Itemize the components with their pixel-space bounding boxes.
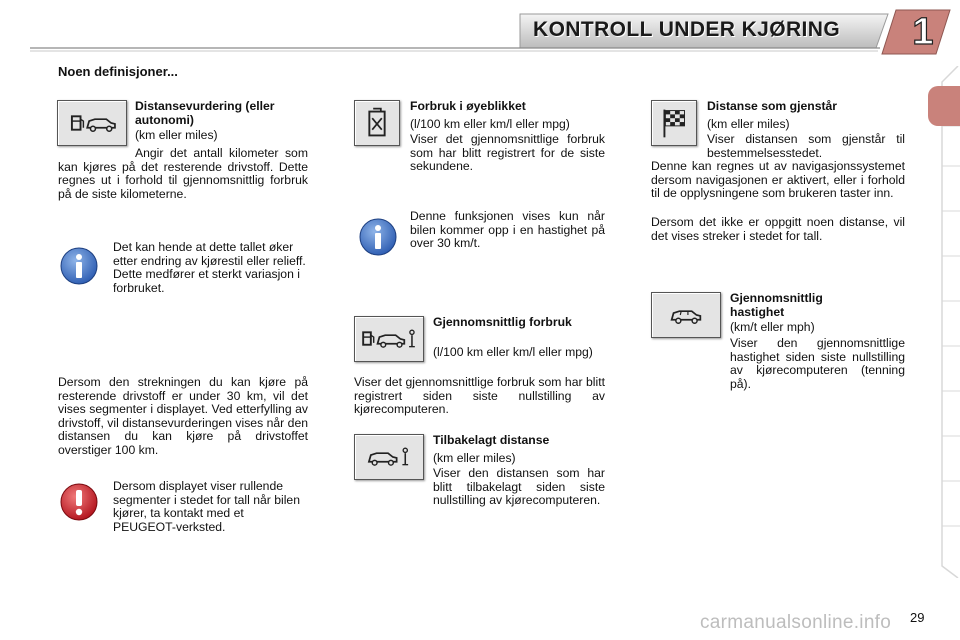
active-chapter-tab[interactable] (928, 86, 960, 126)
section-title: Noen definisjoner... (58, 64, 178, 79)
info-icon (59, 246, 99, 286)
warning-icon (59, 482, 99, 522)
range-body: Angir det antall kilometer som kan kjøres på det resterende drivstoff. Dette regnes ut i forhold til gjennomsnittlig forbruk på de siste kilometerne. (58, 146, 308, 201)
range-title: Distansevurdering (eller autonomi) (135, 99, 275, 127)
instant-unit: (l/100 km eller km/l eller mpg) (410, 117, 570, 131)
distance-unit: (km eller miles) (433, 451, 516, 465)
info-icon (358, 217, 398, 257)
remaining-body-1: Viser distansen som gjenstår til bestemmelsesstedet. (707, 132, 905, 160)
remaining-title: Distanse som gjenstår (707, 99, 838, 113)
remaining-body-3: Dersom det ikke er oppgitt noen distanse, vil det vises streker i stedet for tall. (651, 215, 905, 243)
avg-consumption-title: Gjennomsnittlig forbruk (433, 315, 572, 329)
car-icon (651, 292, 721, 338)
avg-speed-body: Viser den gjennomsnittlige hastighet siden siste nullstilling av kjørecomputeren (tenning på). (730, 336, 905, 391)
instant-title: Forbruk i øyeblikket (410, 99, 526, 113)
avg-consumption-unit: (l/100 km eller km/l eller mpg) (433, 345, 593, 359)
avg-speed-unit: (km/t eller mph) (730, 320, 815, 334)
fuel-car-reset-icon (354, 316, 424, 362)
info-note-instant: Denne funksjonen vises kun når bilen kommer opp i en hastighet på over 30 km/t. (410, 209, 605, 250)
chapter-title: KONTROLL UNDER KJØRING (533, 18, 841, 41)
low-fuel-note: Dersom den strekningen du kan kjøre på resterende drivstoff er under 30 km, vil det vises segmenter i displayet. Ved etterfylling av drivstoff, vil distansevurderingen vises når den distansen du kan kjøre på drivstoffet overstiger 100 km. (58, 375, 308, 457)
info-note-range: Det kan hende at dette tallet øker etter endring av kjørestil eller relieff. Dette medfører et sterkt variasjon i forbruket. (113, 240, 306, 295)
checkered-flag-icon (651, 100, 697, 146)
fuel-car-icon (57, 100, 127, 146)
remaining-unit: (km eller miles) (707, 117, 790, 131)
distance-title: Tilbakelagt distanse (433, 433, 550, 447)
fuel-pump-icon (354, 100, 400, 146)
car-reset-icon (354, 434, 424, 480)
range-unit: (km eller miles) (135, 128, 218, 142)
distance-body: Viser den distansen som har blitt tilbakelagt siden siste nullstilling av kjørecomputeren. (433, 466, 605, 507)
watermark: carmanualsonline.info (700, 612, 892, 633)
avg-speed-title: Gjennomsnittlig hastighet (730, 291, 823, 319)
remaining-body-2: Denne kan regnes ut av navigasjonssystemet dersom navigasjonen er aktivert, eller i forhold til de opplysningene som brukeren taster inn. (651, 159, 905, 200)
avg-consumption-body: Viser det gjennomsnittlige forbruk som har blitt registrert siden siste nullstilling av kjørecomputeren. (354, 375, 605, 416)
warning-note: Dersom displayet viser rullende segmenter i stedet for tall når bilen kjører, ta kontakt med et PEUGEOT-verksted. (113, 479, 300, 534)
instant-body: Viser det gjennomsnittlige forbruk som har blitt registrert for de siste sekundene. (410, 132, 605, 173)
page-number: 29 (910, 610, 925, 625)
chapter-number: 1 (912, 11, 934, 53)
chapter-tabs (928, 66, 960, 578)
